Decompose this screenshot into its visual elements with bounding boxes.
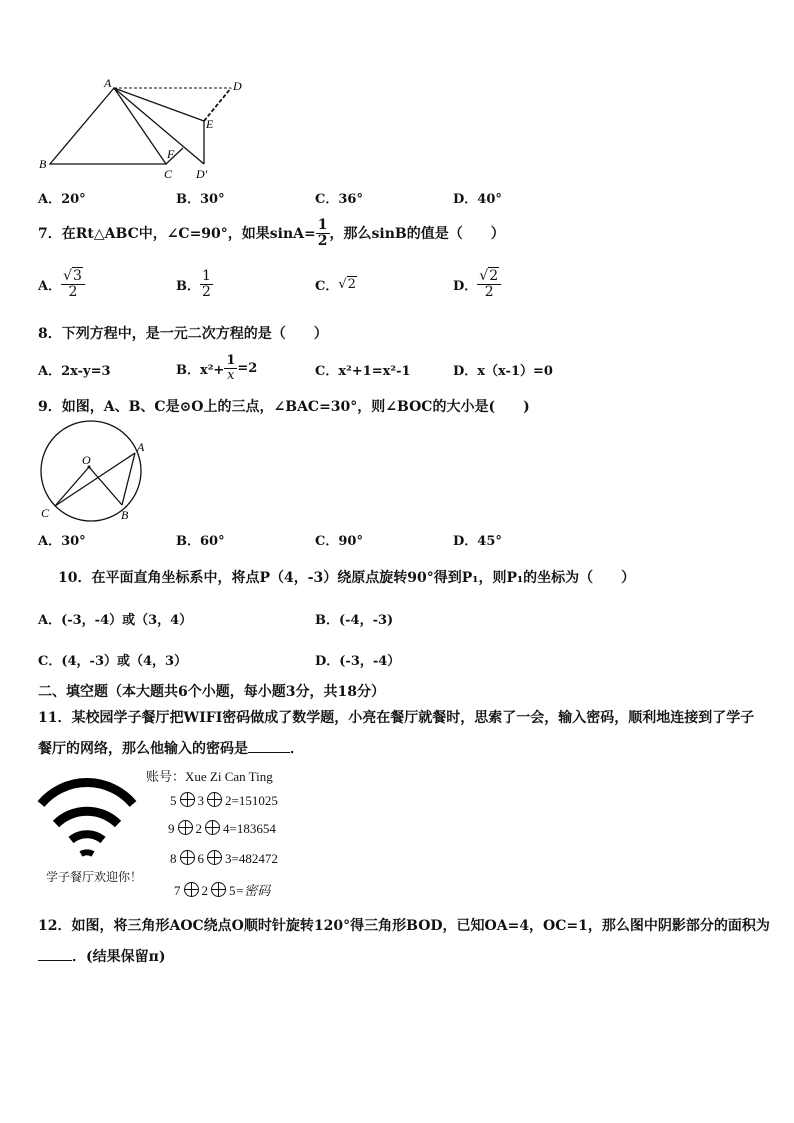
q10-option-a[interactable]: A．(-3，-4）或（3，4） (38, 613, 193, 628)
section-2-title: 二、填空题（本大题共6个小题，每小题3分，共18分） (38, 684, 385, 700)
q6-option-a[interactable]: A．20° (38, 192, 86, 207)
q7-option-c[interactable]: C． √2 (315, 276, 356, 294)
q9-label-B: B (121, 508, 129, 522)
q11-account: 账号：Xue Zi Can Ting (146, 769, 273, 784)
q7-option-d[interactable]: D． $\frac{√2}{2}$ (453, 264, 501, 304)
q11-equation-2: 9 2 4=183654 (168, 821, 276, 836)
q7-option-b[interactable]: B． $\frac{1}{2}$ (176, 267, 211, 300)
q9-option-b[interactable]: B．60° (176, 534, 225, 549)
q6-figure (36, 78, 256, 182)
label-E: E (206, 117, 214, 131)
q6-option-b[interactable]: B．30° (176, 192, 225, 207)
q8-stem: 8．下列方程中，是一元二次方程的是（ ） (38, 326, 328, 342)
q11-line-2: 餐厅的网络，那么他输入的密码是 ． (38, 741, 304, 757)
circle-plus-icon (205, 820, 220, 835)
circle-plus-icon (207, 792, 222, 807)
label-A: A (104, 78, 112, 90)
circle-plus-icon (184, 882, 199, 897)
q11-equation-1: 5 3 2=151025 (170, 793, 278, 808)
q9-option-a[interactable]: A．30° (38, 534, 86, 549)
label-F: F (167, 147, 175, 161)
q12-line-1: 12．如图，将三角形AOC绕点O顺时针旋转120°得三角形BOD，已知OA=4，OC=1，那么图中阴影部分的面积为 (38, 918, 770, 934)
q8-option-c[interactable]: C．x²+1=x²-1 (315, 364, 411, 379)
q8-option-a[interactable]: A．2x-y=3 (38, 364, 111, 379)
q9-option-c[interactable]: C．90° (315, 534, 363, 549)
q12-line-2: ．(结果保留π) (38, 946, 166, 966)
q11-equation-4: 7 2 5=密码 (174, 883, 271, 898)
q8-option-d[interactable]: D．x（x-1）=0 (453, 364, 553, 379)
label-B: B (39, 157, 47, 171)
q9-option-d[interactable]: D．45° (453, 534, 502, 549)
q7-stem-pre: 7．在Rt△ABC中，∠C=90°，如果sinA= (38, 226, 316, 242)
q7-stem-fraction: $\frac{1}{2}$ (317, 216, 328, 249)
q8-option-b[interactable]: B．x²+ $\frac{1}{x}$ =2 (176, 352, 258, 383)
q11-equation-3: 8 6 3=482472 (170, 851, 278, 866)
q9-circle-figure (34, 420, 152, 526)
circle-plus-icon (207, 850, 222, 865)
q9-label-A: A (137, 440, 145, 454)
q10-option-c[interactable]: C．(4，-3）或（4，3） (38, 654, 188, 669)
q6-option-c[interactable]: C．36° (315, 192, 363, 207)
q10-option-b[interactable]: B．(-4，-3) (315, 613, 394, 628)
q11-welcome: 学子餐厅欢迎你！ (46, 870, 143, 884)
label-D: D (233, 79, 242, 93)
circle-plus-icon (180, 792, 195, 807)
label-C: C (164, 167, 173, 181)
q9-stem: 9．如图，A、B、C是⊙O上的三点，∠BAC=30°，则∠BOC的大小是( ) (38, 399, 530, 415)
wifi-icon (36, 774, 140, 860)
q10-option-d[interactable]: D．(-3，-4） (315, 654, 401, 669)
q7-stem (38, 213, 505, 253)
q12-answer-blank[interactable] (38, 948, 72, 961)
q9-label-C: C (41, 506, 50, 520)
q11-line-1: 11．某校园学子餐厅把WIFI密码做成了数学题，小亮在餐厅就餐时，思索了一会，输入密码，顺利地连接到了学子 (38, 710, 755, 726)
q10-stem: 10．在平面直角坐标系中，将点P（4，-3）绕原点旋转90°得到P₁，则P₁的坐标为（ ） (58, 570, 636, 586)
q7-stem-post: ，那么sinB的值是（ ） (329, 226, 505, 242)
label-D-prime: D′ (196, 167, 208, 181)
q7-option-a[interactable]: A． $\frac{√3}{2}$ (38, 264, 85, 304)
q11-answer-blank[interactable] (248, 740, 290, 753)
circle-plus-icon (180, 850, 195, 865)
q6-option-d[interactable]: D．40° (453, 192, 502, 207)
circle-plus-icon (178, 820, 193, 835)
circle-plus-icon (211, 882, 226, 897)
q9-label-O: O (82, 453, 91, 467)
